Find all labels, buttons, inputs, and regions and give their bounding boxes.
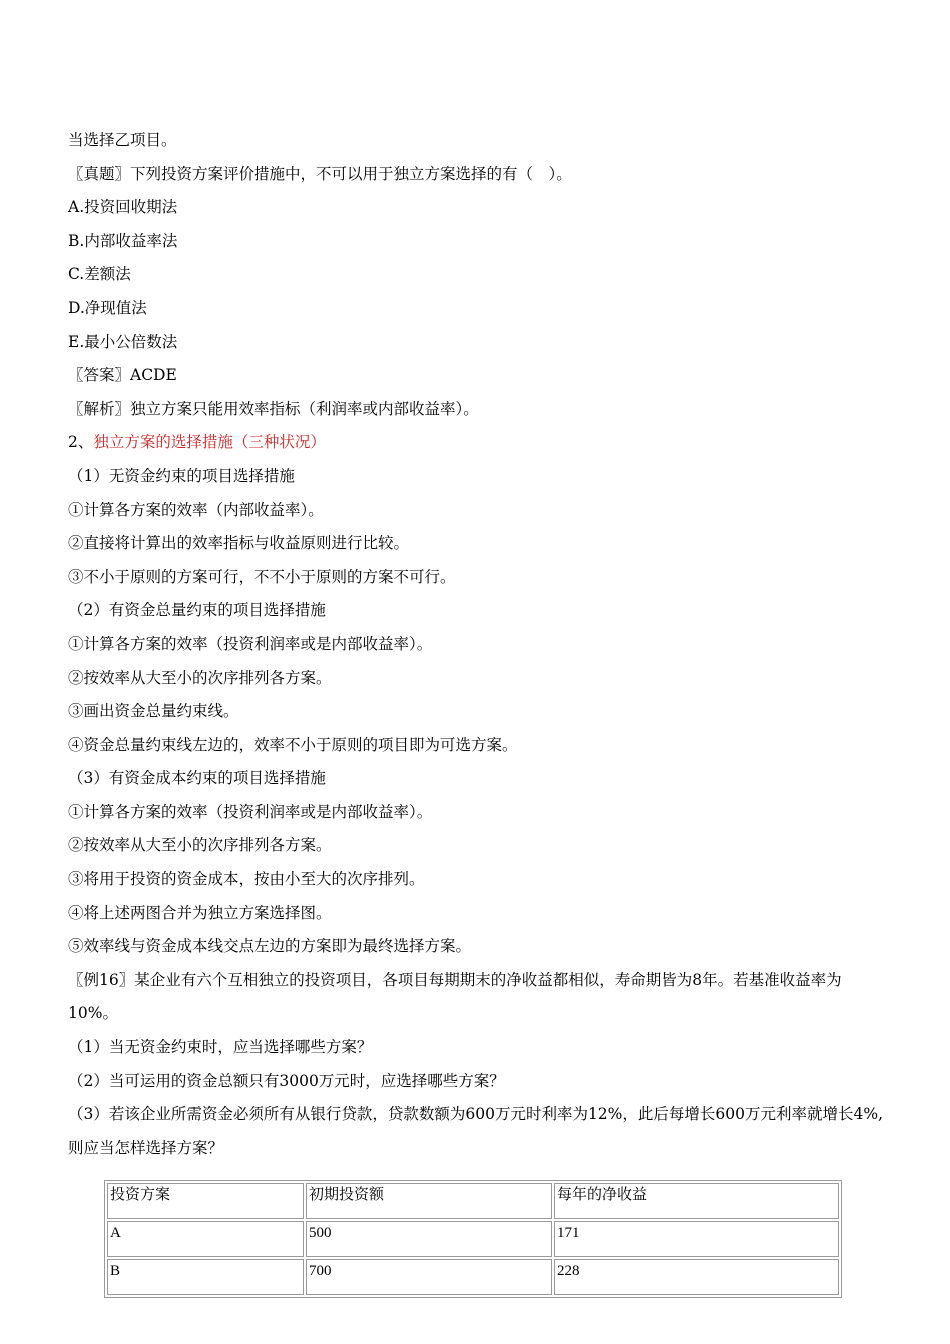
document-body: [68, 124, 888, 1165]
table-cell: 171: [554, 1221, 839, 1257]
table-cell: A: [107, 1221, 304, 1257]
table-cell: 700: [306, 1259, 552, 1295]
table-row: [107, 1259, 839, 1295]
text-line: ④将上述两图合并为独立方案选择图。: [68, 903, 332, 922]
option-b: B.内部收益率法: [68, 231, 178, 250]
investment-table: [104, 1180, 842, 1298]
table-header-row: [107, 1183, 839, 1219]
text-line: ①计算各方案的效率（投资利润率或是内部收益率）。: [68, 802, 433, 821]
text-line: （2）有资金总量约束的项目选择措施: [68, 601, 326, 620]
question-1: （1）当无资金约束时，应当选择哪些方案？: [68, 1038, 373, 1057]
example-paragraph: 〖例16〗某企业有六个互相独立的投资项目，各项目每期期末的净收益都相似，寿命期皆为8年。若基准收益率为10%。: [68, 970, 842, 1023]
text-line: ④资金总量约束线左边的，效率不小于原则的项目即为可选方案。: [68, 735, 518, 754]
section-title: 独立方案的选择措施（三种状况）: [93, 433, 326, 452]
text-line: ⑤效率线与资金成本线交点左边的方案即为最终选择方案。: [68, 937, 472, 956]
section-heading: [68, 426, 888, 460]
header-cell: 初期投资额: [306, 1183, 552, 1219]
question-2: （2）当可运用的资金总额只有3000万元时，应选择哪些方案？: [68, 1071, 505, 1090]
answer: 〖答案〗ACDE: [68, 366, 177, 385]
table-cell: 500: [306, 1221, 552, 1257]
text-line: ③将用于投资的资金成本，按由小至大的次序排列。: [68, 870, 425, 889]
text-line: ①计算各方案的效率（内部收益率）。: [68, 500, 324, 519]
explanation: 〖解析〗独立方案只能用效率指标（利润率或内部收益率）。: [68, 399, 479, 418]
text-line: （1）无资金约束的项目选择措施: [68, 466, 295, 485]
table-cell: B: [107, 1259, 304, 1295]
table-row: [107, 1221, 839, 1257]
question-stem: 〖真题〗下列投资方案评价措施中，不可以用于独立方案选择的有（ ）。: [68, 164, 572, 183]
text-line: 当选择乙项目。: [68, 131, 177, 149]
section-number: 2、: [68, 433, 94, 452]
text-line: ①计算各方案的效率（投资利润率或是内部收益率）。: [68, 634, 433, 653]
text-line: ③画出资金总量约束线。: [68, 702, 239, 721]
question-3: （3）若该企业所需资金必须所有从银行贷款，贷款数额为600万元时利率为12%，此后每增长600万元利率就增长4%,则应当怎样选择方案？: [68, 1105, 884, 1157]
option-d: D.净现值法: [68, 298, 147, 317]
option-a: A.投资回收期法: [68, 198, 178, 217]
option-c: C.差额法: [68, 265, 131, 284]
text-line: ③不小于原则的方案可行，不不小于原则的方案不可行。: [68, 567, 456, 586]
text-line: ②直接将计算出的效率指标与收益原则进行比较。: [68, 534, 410, 553]
text-line: ②按效率从大至小的次序排列各方案。: [68, 668, 332, 687]
table-cell: 228: [554, 1259, 839, 1295]
option-e: E.最小公倍数法: [68, 332, 178, 351]
header-cell: 投资方案: [107, 1183, 304, 1219]
text-line: （3）有资金成本约束的项目选择措施: [68, 769, 326, 788]
text-line: ②按效率从大至小的次序排列各方案。: [68, 836, 332, 855]
header-cell: 每年的净收益: [554, 1183, 839, 1219]
